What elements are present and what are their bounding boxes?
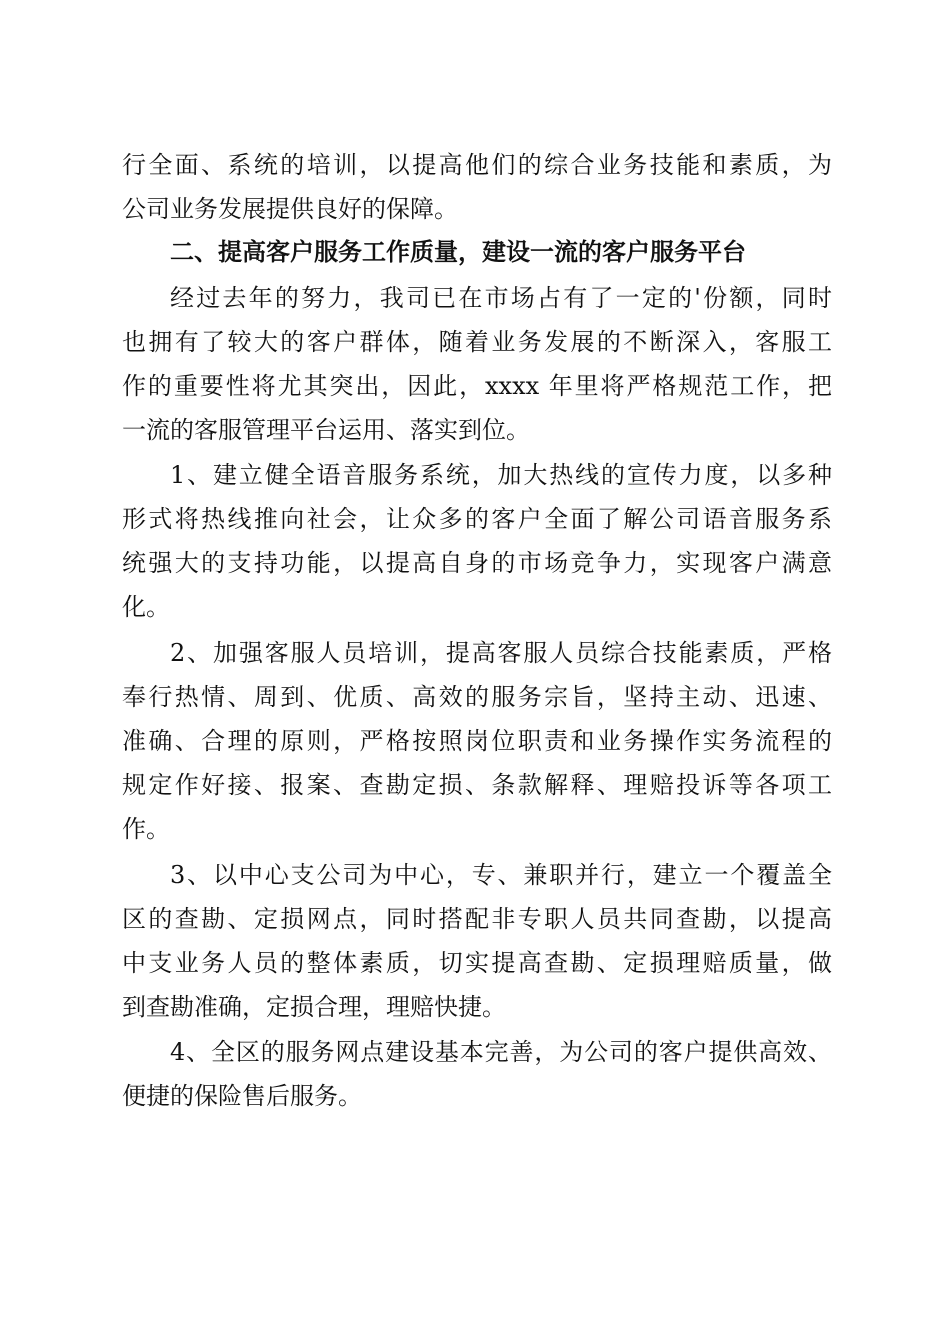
text-line: 准确、合理的原则，严格按照岗位职责和业务操作实务流程的 — [122, 727, 832, 755]
text-line: 1、建立健全语音服务系统，加大热线的宣传力度，以多种 — [170, 461, 832, 489]
text-line: 区的查勘、定损网点，同时搭配非专职人员共同查勘，以提高 — [122, 905, 832, 933]
text-line: 也拥有了较大的客户群体，随着业务发展的不断深入，客服工 — [122, 328, 832, 356]
text-line: 作的重要性将尤其突出，因此，xxxx 年里将严格规范工作，把 — [122, 372, 832, 400]
text-line: 一流的客服管理平台运用、落实到位。 — [122, 416, 530, 444]
section-heading: 二、提高客户服务工作质量，建设一流的客户服务平台 — [170, 238, 746, 266]
text-line: 行全面、系统的培训，以提高他们的综合业务技能和素质，为 — [122, 151, 832, 179]
text-line: 经过去年的努力，我司已在市场占有了一定的'份额，同时 — [170, 284, 832, 312]
text-line: 2、加强客服人员培训，提高客服人员综合技能素质，严格 — [170, 639, 832, 667]
text-line: 到查勘准确，定损合理，理赔快捷。 — [122, 993, 506, 1021]
text-line: 公司业务发展提供良好的保障。 — [122, 195, 458, 223]
text-line: 3、以中心支公司为中心，专、兼职并行，建立一个覆盖全 — [170, 861, 832, 889]
text-line: 规定作好接、报案、查勘定损、条款解释、理赔投诉等各项工 — [122, 771, 832, 799]
text-line: 便捷的保险售后服务。 — [122, 1082, 362, 1110]
text-line: 4、全区的服务网点建设基本完善，为公司的客户提供高效、 — [170, 1038, 832, 1066]
text-line: 形式将热线推向社会，让众多的客户全面了解公司语音服务系 — [122, 505, 832, 533]
text-line: 作。 — [122, 815, 170, 843]
text-line: 化。 — [122, 593, 170, 621]
text-line: 中支业务人员的整体素质，切实提高查勘、定损理赔质量，做 — [122, 949, 832, 977]
text-line: 奉行热情、周到、优质、高效的服务宗旨，坚持主动、迅速、 — [122, 683, 832, 711]
text-line: 统强大的支持功能，以提高自身的市场竞争力，实现客户满意 — [122, 549, 832, 577]
